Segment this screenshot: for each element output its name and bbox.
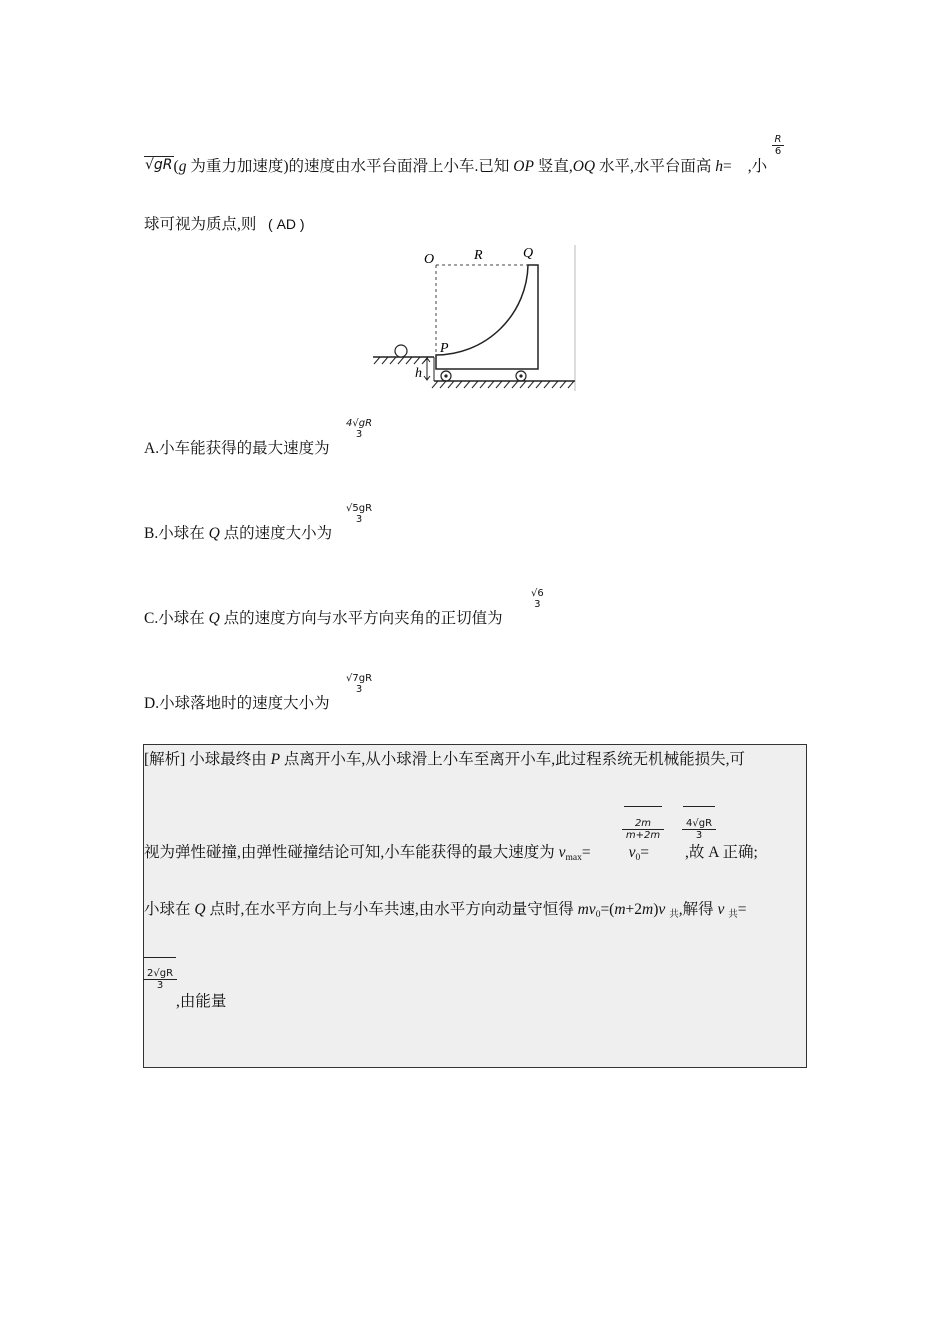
option-a-fraction: 4√gR 3 bbox=[346, 418, 373, 440]
overline-2 bbox=[683, 806, 715, 807]
analysis-line-3: 小球在 Q 点时,在水平方向上与小车共速,由水平方向动量守恒得 $mv_0=(m+2m)v$ $_共$,解得 v $_共$= bbox=[144, 901, 747, 920]
label-Q: Q bbox=[523, 246, 534, 261]
overline-3 bbox=[144, 957, 176, 958]
label-R: R bbox=[474, 248, 483, 263]
label-P: P bbox=[440, 341, 449, 356]
overline-1 bbox=[624, 806, 662, 807]
label-h: h bbox=[415, 366, 422, 381]
option-b[interactable]: B.小球在 Q 点的速度大小为 bbox=[144, 525, 333, 542]
question-line-1: √gR(g 为重力加速度)的速度由水平台面滑上小车.已知 OP 竖直,OQ 水平,水平台面高 h= ,小 bbox=[145, 157, 768, 175]
analysis-frac-1: $\frac{2m}{m+2m}$ bbox=[622, 818, 664, 841]
option-c[interactable]: C.小球在 Q 点的速度方向与水平方向夹角的正切值为 bbox=[144, 610, 503, 627]
label-O: O bbox=[424, 252, 435, 267]
sqrt-gr: √gR bbox=[145, 157, 173, 173]
analysis-frac-3: $\frac{2√gR}{3}$ bbox=[143, 968, 177, 991]
option-c-fraction: √6 3 bbox=[531, 588, 544, 610]
option-d-fraction: √7gR 3 bbox=[346, 673, 373, 695]
analysis-line-1: [解析] 小球最终由 P 点离开小车,从小球滑上小车至离开小车,此过程系统无机械能损失,可 bbox=[144, 751, 746, 768]
figure-diagram bbox=[370, 245, 580, 391]
analysis-frac-2: $\frac{4√gR}{3}$ bbox=[682, 818, 716, 841]
question-line-2: 球可视为质点,则 ( AD ) bbox=[144, 216, 305, 233]
option-a[interactable]: A.小车能获得的最大速度为 bbox=[144, 440, 330, 457]
option-b-fraction: √5gR 3 bbox=[346, 503, 373, 525]
analysis-line-4: ,由能量 bbox=[176, 993, 227, 1010]
answer-text: ( AD ) bbox=[268, 216, 305, 232]
analysis-line-2: 视为弹性碰撞,由弹性碰撞结论可知,小车能获得的最大速度为 $v_{max}= v_0=$ ,故 A 正确; bbox=[144, 844, 758, 863]
h-fraction: $\frac{R}{6}$ bbox=[772, 134, 784, 157]
option-d[interactable]: D.小球落地时的速度大小为 bbox=[144, 695, 330, 712]
